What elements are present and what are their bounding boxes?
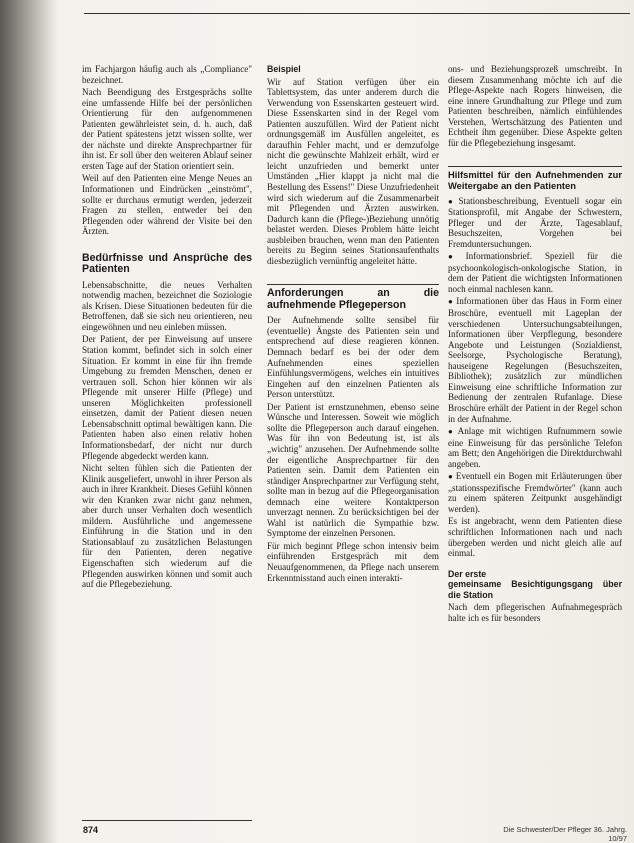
header-rule <box>84 13 630 14</box>
paragraph: Es ist angebracht, wenn dem Patienten diese schriftlichen Informationen nach und nach übergeben werden und nicht gleich alle auf einmal. <box>448 516 622 559</box>
page-number: 874 <box>83 825 99 835</box>
paragraph: Lebensabschnitte, die neues Verhalten notwendig machen, bezeichnet die Soziologie als Krisen. Diese Situationen bedeuten für die Betroffenen, daß sie sich neu orientieren, neu eingewöhnen und neu einleben müssen. <box>82 279 252 332</box>
paragraph: Weil auf den Patienten eine Menge Neues an Informationen und Eindrücken „einströmt", sollte er durchaus ermutigt werden, jederzeit Fragen zu stellen, entweder bei den Pflegenden oder während der Visite bei den Ärzten. <box>82 173 252 237</box>
list-item: ● Informationsbrief. Speziell für die psychoonkologisch-onkologische Station, in dem der Patient die wichtigsten Informationen noch einmal nachlesen kann. <box>448 251 622 294</box>
bullet-icon: ● <box>448 196 457 206</box>
aids-list <box>448 196 622 515</box>
paragraph: Der Patient, der per Einweisung auf unsere Station kommt, befindet sich in solch einer Situation. Er kommt in eine für ihn fremde Umgebung zu fremden Menschen, denen er vertrauen soll. Schon hier können wir als Pflegende mit unserer Hilfe (Pflege) und unseren Möglichkeiten professionell einsetzen, damit der Patient diesen neuen Lebensabschnitt optimal bewältigen kann. Die Patienten haben also einen relativ hohen Informationsbedarf, der nicht nur durch Pflegende abgedeckt werden kann. <box>82 334 252 461</box>
bullet-icon: ● <box>448 297 455 307</box>
paragraph: ons- und Beziehungsprozeß umschreibt. In diesem Zusammenhang möchte ich auf die Pflege-Aspekte nach Rogers hinweisen, die eine innere Grundhaltung zur Pflege und zum Patienten beschreiben, nämlich einfühlendes Verstehen, Wertschätzung des Patienten und Echtheit ihm gegenüber. Diese Aspekte gelten für die Pflegebeziehung insgesamt. <box>448 64 622 148</box>
subheading: gemeinsame Besichtigungsgang über die Station <box>448 579 622 600</box>
footer-rule <box>82 820 252 821</box>
paragraph: Der Patient ist ernstzunehmen, ebenso seine Wünsche und Interessen. Soweit wie möglich sollte die Pflegeperson auch darauf eingehen. Was für ihn von Bedeutung ist, ist als „wichtig" anzusehen. Der Aufnehmende sollte der eigentliche Ansprechpartner für den Patienten sein. Damit dem Patienten ein ständiger Ansprechpartner zur Verfügung steht, sollte man in bezug auf die Pflegeorganisation demnach eine weitere Kontaktperson unverzagt nennen. Zu berücksichtigen bei der Wahl ist natürlich die Sympathie bzw. Symptome der einzelnen Personen. <box>267 401 439 539</box>
spacer <box>448 561 622 569</box>
section-heading: Anforderungen an die aufnehmende Pflegeperson <box>267 287 439 311</box>
example-label: Beispiel <box>267 64 301 74</box>
spacer <box>448 150 622 164</box>
spacer <box>82 239 252 253</box>
column-2 <box>267 64 439 585</box>
section-rule <box>448 166 622 167</box>
paragraph: Nach Beendigung des Erstgesprächs sollte eine umfassende Hilfe bei der persönlichen Orientierung für den aufgenommenen Patienten gewährleistet sein, d. h. auch, daß der Patient spätestens jetzt wissen sollte, wer der nächste und direkte Ansprechpartner für ihn ist. Er soll über den weiteren Ablauf seiner ersten Tage auf der Station orientiert sein. <box>82 87 252 171</box>
list-item: ● Anlage mit wichtigen Rufnummern sowie eine Einweisung für das persönliche Telefon am Bett; den Angehörigen die Direktdurchwahl angeben. <box>448 426 622 469</box>
journal-citation: Die Schwester/Der Pfleger 36. Jahrg. 10/97 <box>503 825 627 843</box>
book-spine-shadow <box>0 0 58 843</box>
paragraph: Für mich beginnt Pflege schon intensiv beim einführenden Erstgespräch mit dem Neuaufgenommenen, da Pflege nach unserem Erkenntnisstand auch einen interakti- <box>267 540 439 583</box>
paragraph: Wir auf Station verfügen über ein Tablettsystem, das unter anderem durch die Verwendung von Essenskarten gesteuert wird. Diese Essenskarten sind in der Regel vom Patienten auszufüllen. Wird der Patient nicht ordnungsgemäß im Ausfüllen angeleitet, es daraufhin Fehler macht, und er demzufolge nicht die gewünschte Mahlzeit erhält, wird er leicht unzufrieden und bemerkt unter Umständen „Hier klappt ja nicht mal die Bestellung des Essens!" Diese Unzufriedenheit wird sich wiederum auf die Zusammenarbeit mit Pflegenden und Ärzten auswirken. Dadurch kann die (Pflege-)Beziehung unnötig belastet werden. Dieses Problem hätte leicht ausbleiben brauchen, wenn man den Patienten bereits zu Beginn seines Stationsaufenthalts diesbezüglich vernünftig angeleitet hätte. <box>267 76 439 266</box>
paragraph: Nicht selten fühlen sich die Patienten der Klinik ausgeliefert, unwohl in ihrer Person als auch in ihrer Krankheit. Dieses Gefühl können wir den Kranken zwar nicht ganz nehmen, aber durch unser Verhalten doch wesentlich mildern. Ausführliche und angemessene Einführung in die Station und in den Stationsablauf zu zusätzlichen Belastungen für den Patienten, deren negative Eigenschaften sich wiederum auf die Pflegenden auswirken können und somit auch auf die Pflegebeziehung. <box>82 463 252 590</box>
section-rule <box>267 284 439 285</box>
spacer <box>267 268 439 282</box>
list-item: ● Informationen über das Haus in Form einer Broschüre, eventuell mit Lageplan der verschiedenen Untersuchungsabteilungen, Informationen über Verpflegung, besondere Angebote und Leistungen (Sozialdienst, Seelsorge, Psychologische Beratung), hauseigene Regelungen (Besuchszeiten, Bibliothek); zusätzlich zur mündlichen Einweisung eine schriftliche Information zur Bedienung der zentralen Rufanlage. Diese Broschüre erhält der Patient in der Regel schon in der Aufnahme. <box>448 296 622 424</box>
paragraph: Der Aufnehmende sollte sensibel für (eventuelle) Ängste des Patienten sein und entsprechend auf diese reagieren können. Demnach bedarf es bei der oder dem Aufnehmenden eines speziellen Einfühlungsvermögens, welches ein intuitives Eingehen auf den einzelnen Patienten als Person unterstützt. <box>267 315 439 400</box>
bullet-icon: ● <box>448 427 456 437</box>
section-heading: Hilfsmittel für den Aufnehmenden zur Weitergabe an den Patienten <box>448 169 622 191</box>
list-item: ● Stationsbeschreibung, Eventuell sogar ein Stationsprofil, mit Angabe der Schwestern, Pfleger und der Ärzte, Tagesablauf, Besuchszeiten, Vorgehen bei Fremduntersuchungen. <box>448 195 622 249</box>
bullet-icon: ● <box>448 472 454 482</box>
bullet-icon: ● <box>448 252 464 262</box>
paragraph: im Fachjargon häufig auch als „Compliance" bezeichnet. <box>82 64 252 85</box>
subheading: Der erste <box>448 568 487 579</box>
column-1 <box>82 64 252 592</box>
column-3 <box>448 64 622 625</box>
section-heading: Bedürfnisse und Ansprüche des Patienten <box>82 251 252 276</box>
paragraph: Nach dem pflegerischen Aufnahmegespräch halte ich es für besonders <box>448 602 622 623</box>
list-item: ● Eventuell ein Bogen mit Erläuterungen über „stationsspezifische Fremdwörter" (kann auch zu einem späteren Zeitpunkt ausgehändigt werden). <box>448 471 622 514</box>
